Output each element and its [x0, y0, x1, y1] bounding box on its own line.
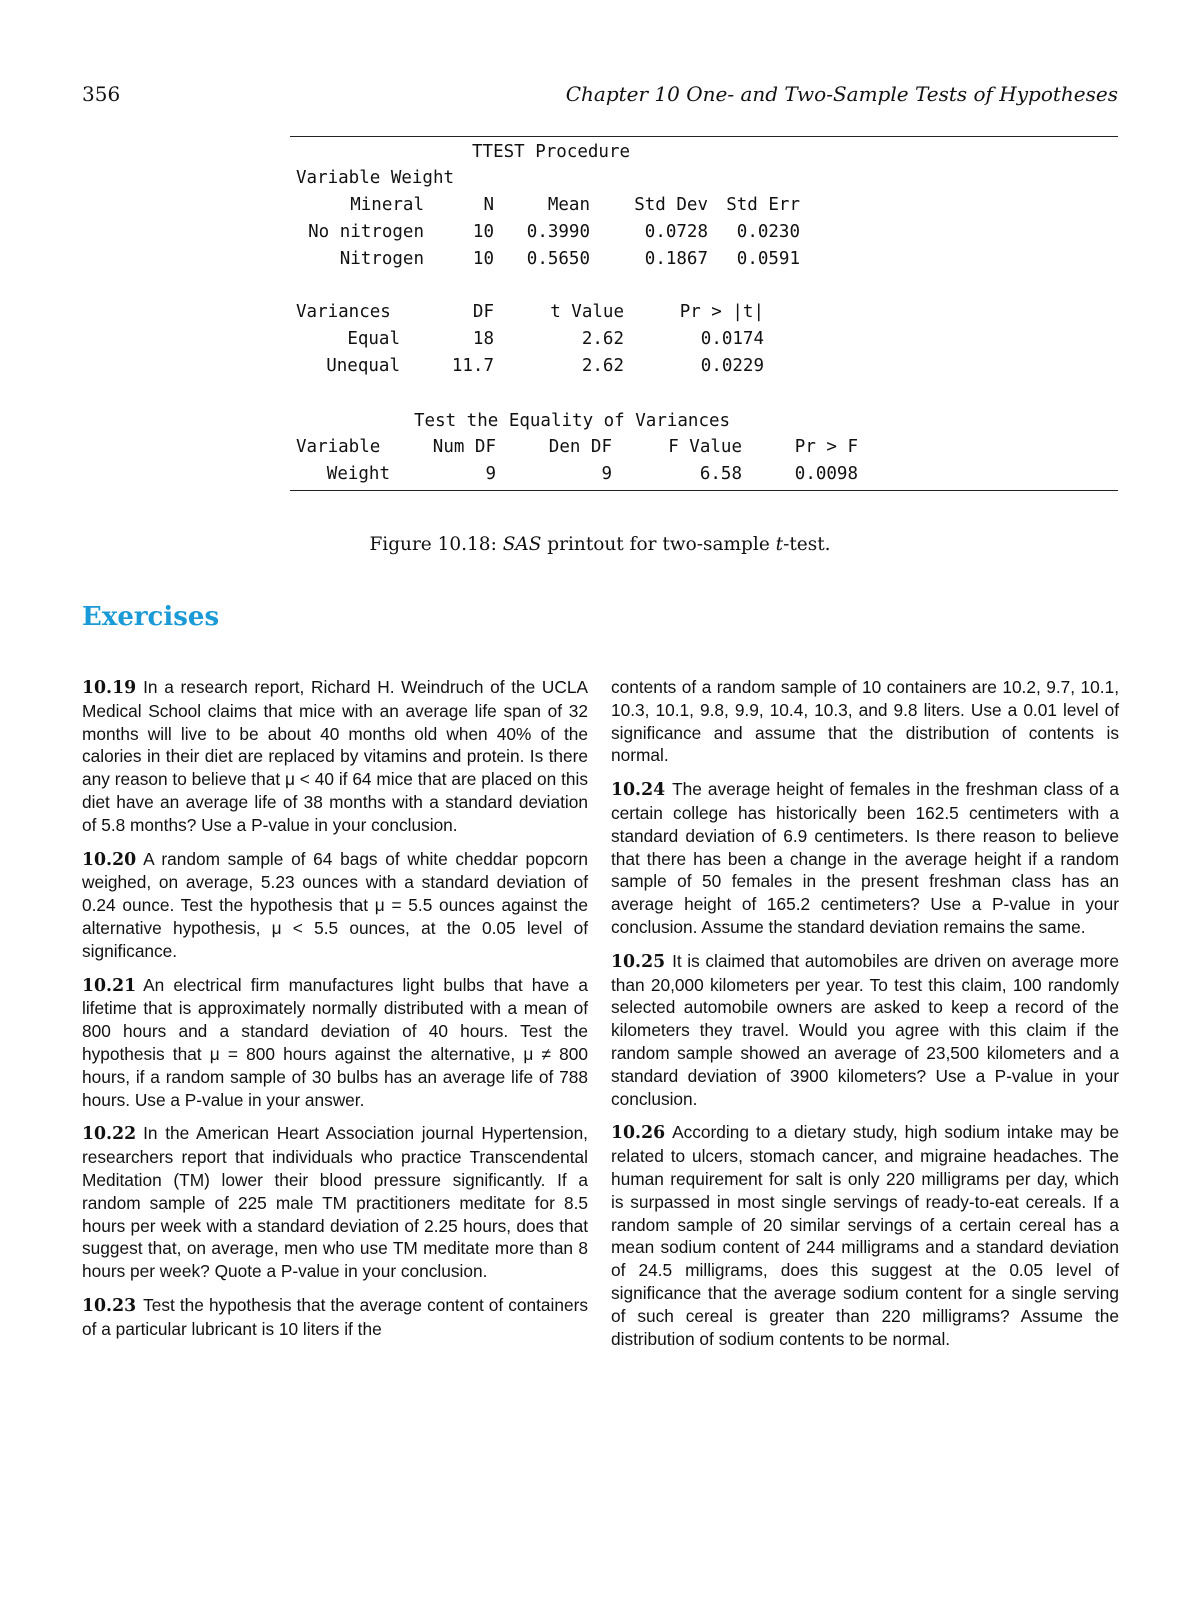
exercise-item — [611, 778, 1119, 939]
printout-variable-line: Variable Weight — [296, 168, 455, 188]
exercise-item — [82, 848, 588, 963]
stats-cell: 10 — [472, 249, 494, 269]
stats-header-mean: Mean — [547, 195, 590, 215]
exercise-number: 10.22 — [82, 1124, 137, 1145]
exercises-left-column — [82, 676, 588, 1352]
stats-cell: 0.1867 — [644, 249, 708, 269]
stats-header-n: N — [483, 195, 494, 215]
caption-middle: printout for two-sample — [541, 534, 776, 555]
ttest-cell: 18 — [472, 329, 494, 349]
stats-cell: 0.5650 — [526, 249, 590, 269]
stats-cell: 0.0728 — [644, 222, 708, 242]
ttest-cell: 2.62 — [581, 329, 624, 349]
ttest-cell: 0.0229 — [700, 356, 764, 376]
equality-header-num-df: Num DF — [432, 437, 496, 457]
exercise-number: 10.26 — [611, 1123, 666, 1144]
stats-cell: 0.3990 — [526, 222, 590, 242]
equality-cell: Weight — [326, 464, 390, 484]
ttest-header-pr-t: Pr > |t| — [679, 302, 764, 322]
equality-cell: 9 — [601, 464, 612, 484]
printout-title: TTEST Procedure — [472, 142, 631, 162]
equality-cell: 0.0098 — [794, 464, 858, 484]
exercise-text: According to a dietary study, high sodium intake may be related to ulcers, stomach cancer, and migraine headaches. The human requirement for salt is only 220 milligrams per day, which is surpassed in most single servings of ready-to-eat cereals. If a random sample of 20 similar servings of a certain cereal has a mean sodium content of 244 milligrams and a standard deviation of 24.5 milligrams, does this suggest at the 0.05 level of significance that the average sodium content for a single serving of such cereal is greater than 220 milligrams? Assume the distribution of sodium contents to be normal. — [611, 1122, 1119, 1349]
ttest-cell: Equal — [347, 329, 400, 349]
stats-header-mineral: Mineral — [350, 195, 424, 215]
stats-cell: 10 — [472, 222, 494, 242]
stats-cell: Nitrogen — [339, 249, 424, 269]
exercise-text: An electrical firm manufactures light bulbs that have a lifetime that is approximately normally distributed with a mean of 800 hours and a standard deviation of 40 hours. Test the hypothesis that μ = 800 hours against the alternative, μ ≠ 800 hours, if a random sample of 30 bulbs has an average life of 788 hours. Use a P-value in your answer. — [82, 974, 588, 1110]
exercise-text: Test the hypothesis that the average content of containers of a particular lubricant is 10 liters if the — [82, 1294, 588, 1339]
exercise-text: In the American Heart Association journal Hypertension, researchers report that individuals who practice Transcendental Meditation (TM) lower their blood pressure significantly. If a random sample of 225 male TM practitioners meditate for 8.5 hours per week with a standard deviation of 2.25 hours, does that suggest that, on average, men who use TM meditate more than 8 hours per week? Quote a P-value in your conclusion. — [82, 1123, 588, 1282]
exercise-item — [82, 974, 588, 1112]
exercise-item — [611, 950, 1119, 1111]
exercise-number: 10.24 — [611, 780, 666, 801]
equality-cell: 6.58 — [699, 464, 742, 484]
ttest-header-variances: Variances — [296, 302, 391, 322]
exercise-text: contents of a random sample of 10 containers are 10.2, 9.7, 10.1, 10.3, 10.1, 9.8, 9.9, 10.4, 10.3, and 9.8 liters. Use a 0.01 level of significance and assume that the distribution of contents is normal. — [611, 677, 1119, 766]
exercise-number: 10.23 — [82, 1295, 137, 1316]
exercise-item — [611, 1121, 1119, 1350]
ttest-header-t-value: t Value — [550, 302, 624, 322]
caption-suffix: -test. — [783, 534, 831, 555]
caption-t: t — [775, 534, 784, 555]
exercise-item — [82, 1294, 588, 1341]
equality-header-variable: Variable — [296, 437, 381, 457]
section-heading: Exercises — [82, 602, 220, 632]
caption-prefix: Figure 10.18: — [369, 534, 503, 555]
stats-header-std-dev: Std Dev — [634, 195, 708, 215]
ttest-cell: 11.7 — [451, 356, 494, 376]
chapter-title: Chapter 10 One- and Two-Sample Tests of Hypotheses — [565, 82, 1118, 106]
ttest-cell: 0.0174 — [700, 329, 764, 349]
equality-header-f-value: F Value — [668, 437, 742, 457]
exercise-item — [82, 676, 588, 837]
exercise-text: In a research report, Richard H. Weindruch of the UCLA Medical School claims that mice with an average life span of 32 months will live to be about 40 months old when 40% of the calories in their diet are replaced by vitamins and protein. Is there any reason to believe that μ < 40 if 64 mice that are placed on this diet have an average life of 38 months with a standard deviation of 5.8 months? Use a P-value in your conclusion. — [82, 677, 588, 835]
exercise-number: 10.20 — [82, 849, 137, 870]
equality-header-den-df: Den DF — [548, 437, 612, 457]
stats-cell: 0.0591 — [736, 249, 800, 269]
exercises-right-column — [611, 676, 1119, 1361]
ttest-cell: Unequal — [326, 356, 400, 376]
stats-cell: No nitrogen — [308, 222, 424, 242]
exercise-number: 10.25 — [611, 951, 666, 972]
printout-top-rule — [290, 136, 1118, 137]
stats-cell: 0.0230 — [736, 222, 800, 242]
equality-cell: 9 — [485, 464, 496, 484]
exercise-number: 10.19 — [82, 678, 137, 698]
ttest-header-df: DF — [472, 302, 494, 322]
equality-title: Test the Equality of Variances — [414, 411, 731, 431]
figure-caption — [0, 534, 1200, 555]
exercise-continuation — [611, 676, 1119, 767]
ttest-cell: 2.62 — [581, 356, 624, 376]
exercise-number: 10.21 — [82, 975, 137, 996]
page-number: 356 — [82, 82, 121, 106]
printout-bottom-rule — [290, 490, 1118, 491]
exercise-item — [82, 1122, 588, 1283]
exercise-text: It is claimed that automobiles are driven on average more than 20,000 kilometers per year. To test this claim, 100 randomly selected automobile owners are asked to keep a record of the kilometers they travel. Would you agree with this claim if the random sample showed an average of 23,500 kilometers and a standard deviation of 3900 kilometers? Use a P-value in your conclusion. — [611, 950, 1119, 1109]
stats-header-std-err: Std Err — [726, 195, 800, 215]
exercise-text: The average height of females in the freshman class of a certain college has historically been 162.5 centimeters with a standard deviation of 6.9 centimeters. Is there reason to believe that there has been a change in the average height if a random sample of 50 females in the present freshman class has an average height of 165.2 centimeters? Use a P-value in your conclusion. Assume the standard deviation remains the same. — [611, 779, 1119, 937]
caption-sas: SAS — [502, 534, 542, 555]
equality-header-pr-f: Pr > F — [794, 437, 858, 457]
exercise-text: A random sample of 64 bags of white cheddar popcorn weighed, on average, 5.23 ounces with a standard deviation of 0.24 ounce. Test the hypothesis that μ = 5.5 ounces against the alternative hypothesis, μ < 5.5 ounces, at the 0.05 level of significance. — [82, 848, 588, 961]
